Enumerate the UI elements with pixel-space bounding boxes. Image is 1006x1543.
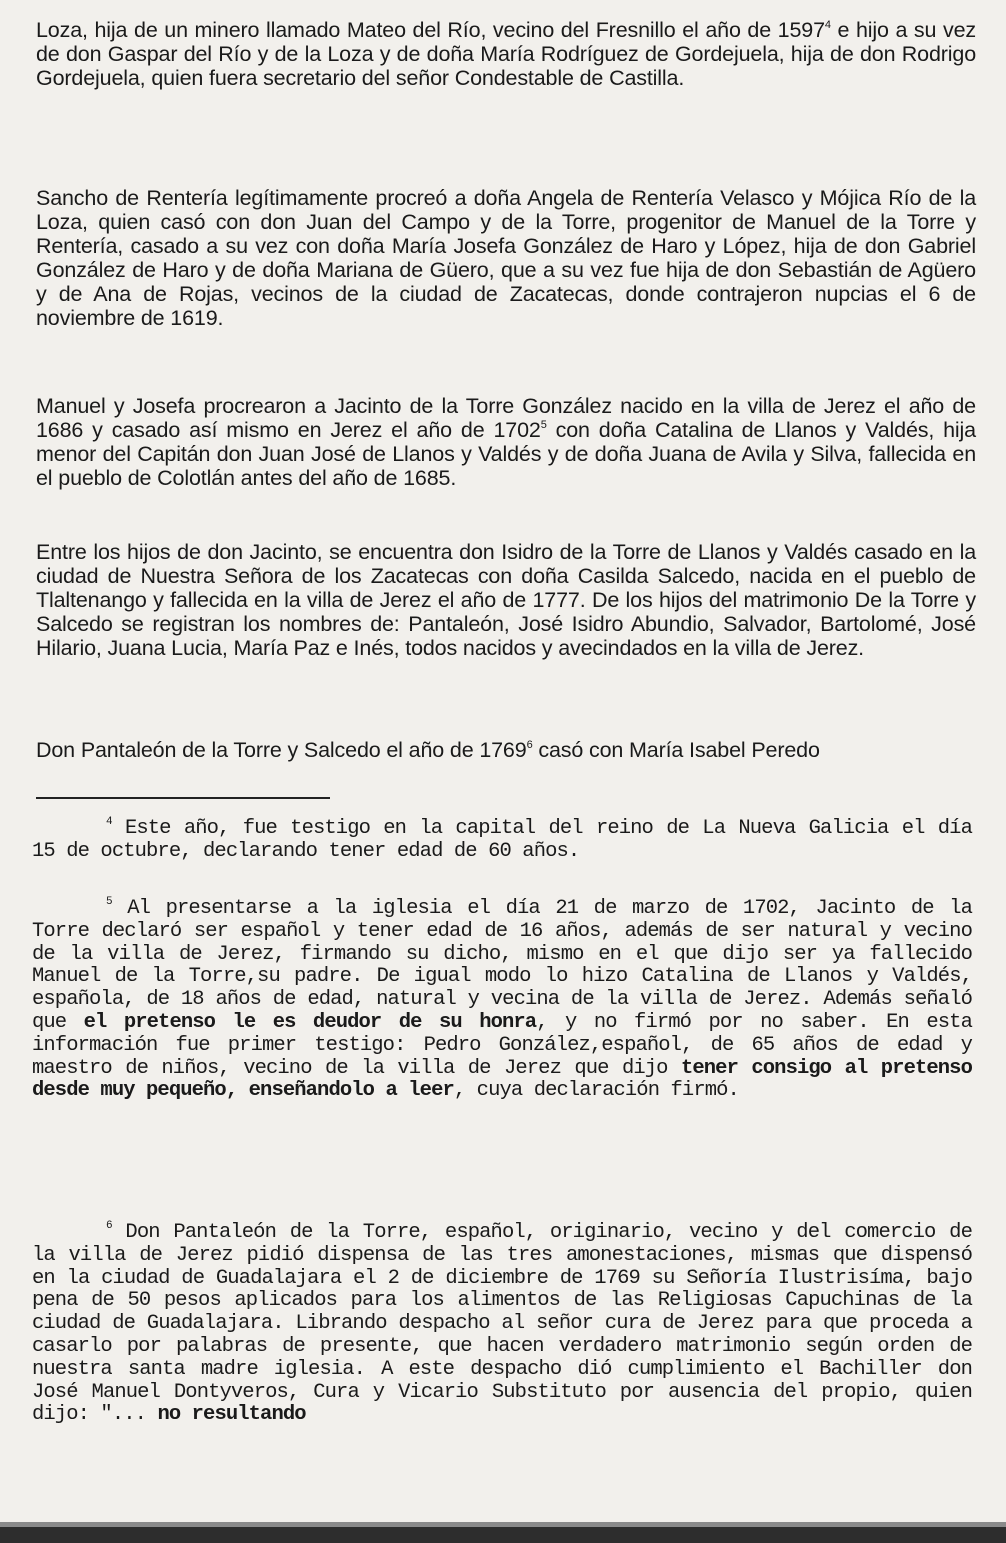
footnote-ref-4: 4 (824, 19, 831, 31)
footnote-6-text: Don Pantaleón de la Torre, español, originario, vecino y del comercio de la villa de Jerez pidió dispensa de las tres amonestaciones, mismas que dispensó en la ciudad de Guadalajara el 2 de diciembre de 1769 su Señoría Ilustrisíma, bajo pena de 50 pesos aplicados para los alimentos de las Religiosas Capuchinas de la ciudad de Guadalajara. Librando despacho al señor cura de Jerez para que proceda a casarlo por palabras de presente, que hacen verdadero matrimonio según orden de nuestra santa madre iglesia. A este despacho dió cumplimiento el Bachiller don José Manuel Dontyveros, Cura y Vicario Substituto por ausencia del propio, quien dijo: "... (32, 1221, 972, 1427)
paragraph-2 (36, 186, 976, 330)
footnote-ref-6: 6 (526, 739, 533, 751)
footnote-5-text-c: , y no firmó por no saber. En esta información fue primer testigo: Pedro González,español, de 65 años de edad y maestro de niños, vecino de la villa de Jerez que dijo (32, 1010, 972, 1080)
paragraph-4-text: Entre los hijos de don Jacinto, se encuentra don Isidro de la Torre de Llanos y Valdés casado en la ciudad de Nuestra Señora de los Zacatecas con doña Casilda Salcedo, nacida en el pueblo de Tlaltenango y fallecida en la villa de Jerez el año de 1777. De los hijos del matrimonio De la Torre y Salcedo se registran los nombres de: Pantaleón, José Isidro Abundio, Salvador, Bartolomé, José Hilario, Juana Lucia, María Paz e Inés, todos nacidos y avecindados en la villa de Jerez. (36, 540, 976, 660)
footnote-5-text-a: Al presentarse a la iglesia el día 21 de marzo de 1702, Jacinto de la Torre declaró ser español y tener edad de 16 años, además de ser natural y vecino de la villa de Jerez, firmando su dicho, mismo en el que dijo ser ya fallecido Manuel de la Torre,su padre. De igual modo lo hizo Catalina de Llanos y Valdés, española, de 18 años de edad, natural y vecina de la villa de Jerez. Además señaló que (32, 897, 972, 1034)
paragraph-2-text: Sancho de Rentería legítimamente procreó a doña Angela de Rentería Velasco y Mójica Río de la Loza, quien casó con don Juan del Campo y de la Torre, progenitor de Manuel de la Torre y Rentería, casado a su vez con doña María Josefa González de Haro y López, hija de don Gabriel González de Haro y de doña Mariana de Güero, que a su vez fue hija de don Sebastián de Agüero y de Ana de Rojas, vecinos de la ciudad de Zacatecas, donde contrajeron nupcias el 6 de noviembre de 1619. (36, 186, 976, 330)
paragraph-3-text: Manuel y Josefa procrearon a Jacinto de la Torre González nacido en la villa de Jerez el año de 1686 y casado así mismo en Jerez el año de 1702 (36, 394, 976, 442)
paragraph-5-rest: casó con María Isabel Peredo (532, 738, 820, 762)
paragraph-1 (36, 18, 976, 90)
paragraph-1-text: Loza, hija de un minero llamado Mateo del Río, vecino del Fresnillo el año de 1597 (36, 18, 825, 42)
footnote-4-number: 4 (106, 816, 112, 828)
footnote-6 (32, 1222, 972, 1427)
footnote-5-bold-1: el pretenso le es deudor de su honra (83, 1010, 537, 1034)
paragraph-5 (36, 738, 976, 762)
footnote-4 (32, 818, 972, 864)
footnote-4-text: Este año, fue testigo en la capital del reino de La Nueva Galicia el día 15 de octubre, declarando tener edad de 60 años. (32, 817, 972, 863)
paragraph-4 (36, 540, 976, 660)
paragraph-3 (36, 394, 976, 490)
footnote-5-bold-2: tener consigo al pretenso desde muy pequeño, enseñandolo a leer (32, 1056, 972, 1103)
footnote-6-number: 6 (106, 1220, 112, 1232)
footnote-5-text-d: , cuya declaración firmó. (453, 1079, 739, 1103)
footnote-5-number: 5 (106, 896, 112, 908)
paragraph-1-rest: e hijo a su vez de don Gaspar del Río y de la Loza y de doña María Rodríguez de Gordejuela, hija de don Rodrigo Gordejuela, quien fuera secretario del señor Condestable de Castilla. (36, 18, 976, 90)
footnote-5 (32, 898, 972, 1103)
paragraph-3-rest: con doña Catalina de Llanos y Valdés, hija menor del Capitán don Juan José de Llanos y Valdés y de doña Juana de Avila y Silva, fallecida en el pueblo de Colotlán antes del año de 1685. (36, 418, 976, 490)
footnote-6-bold: no resultando (157, 1403, 306, 1427)
footnote-ref-5: 5 (540, 419, 547, 431)
footnote-separator-rule (36, 797, 330, 799)
paragraph-5-text: Don Pantaleón de la Torre y Salcedo el año de 1769 (36, 738, 527, 762)
scan-bottom-edge (0, 1527, 1006, 1543)
